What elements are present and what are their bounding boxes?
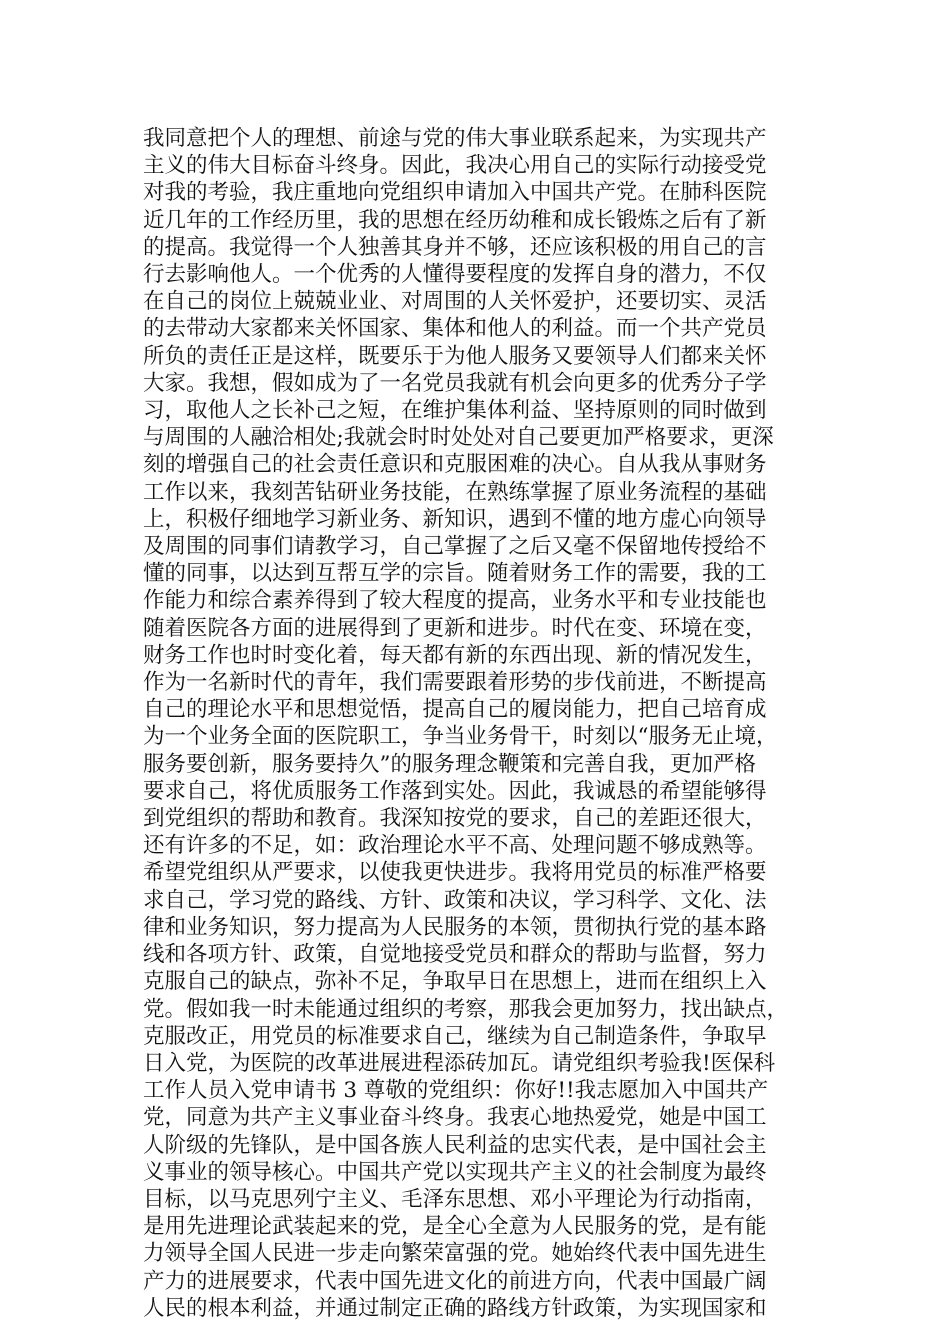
text-line: 到党组织的帮助和教育。我深知按党的要求，自己的差距还很大， [143, 806, 767, 832]
text-line: 作能力和综合素养得到了较大程度的提高，业务水平和专业技能也 [143, 588, 767, 614]
text-line: 为一个业务全面的医院职工，争当业务骨干，时刻以“服务无止境， [143, 724, 778, 750]
text-line: 自己的理论水平和思想觉悟，提高自己的履岗能力，把自己培育成 [143, 697, 767, 723]
text-line: 人民的根本利益，并通过制定正确的路线方针政策，为实现国家和 [143, 1295, 767, 1321]
text-line: 克服改正，用党员的标准要求自己，继续为自己制造条件，争取早 [143, 1023, 767, 1049]
text-line: 我同意把个人的理想、前途与党的伟大事业联系起来，为实现共产 [143, 126, 767, 151]
text-line: 上，积极仔细地学习新业务、新知识，遇到不懂的地方虚心向领导 [143, 506, 767, 532]
text-line: 求自己，学习党的路线、方针、政策和决议，学习科学、文化、法 [143, 887, 767, 913]
text-line: 日入党，为医院的改革进展进程添砖加瓦。请党组织考验我!医保科 [143, 1050, 776, 1076]
text-line: 的去带动大家都来关怀国家、集体和他人的利益。而一个共产党员 [143, 316, 767, 342]
text-line: 党。假如我一时未能通过组织的考察，那我会更加努力，找出缺点， [143, 996, 789, 1022]
text-line: 工作人员入党申请书 3 尊敬的党组织：你好!!我志愿加入中国共产 [143, 1078, 769, 1104]
text-line: 及周围的同事们请教学习，自己掌握了之后又毫不保留地传授给不 [143, 534, 767, 560]
text-line: 作为一名新时代的青年，我们需要跟着形势的步伐前进，不断提高 [143, 670, 767, 696]
text-line: 随着医院各方面的进展得到了更新和进步。时代在变、环境在变， [143, 615, 767, 641]
text-line: 大家。我想，假如成为了一名党员我就有机会向更多的优秀分子学 [143, 370, 767, 396]
text-line: 服务要创新，服务要持久”的服务理念鞭策和完善自我，更加严格 [143, 751, 756, 777]
text-line: 力领导全国人民进一步走向繁荣富强的党。她始终代表中国先进生 [143, 1241, 767, 1267]
text-line: 党，同意为共产主义事业奋斗终身。我衷心地热爱党，她是中国工 [143, 1105, 767, 1131]
text-line: 的提高。我觉得一个人独善其身并不够，还应该积极的用自己的言 [143, 234, 767, 260]
text-line: 是用先进理论武装起来的党，是全心全意为人民服务的党，是有能 [143, 1214, 767, 1240]
text-line: 刻的增强自己的社会责任意识和克服困难的决心。自从我从事财务 [143, 452, 767, 478]
text-line: 财务工作也时时变化着，每天都有新的东西出现、新的情况发生， [143, 642, 767, 668]
text-line: 近几年的工作经历里，我的思想在经历幼稚和成长锻炼之后有了新 [143, 207, 767, 233]
text-line: 克服自己的缺点，弥补不足，争取早日在思想上，进而在组织上入 [143, 969, 767, 995]
text-line: 人阶级的先锋队，是中国各族人民利益的忠实代表，是中国社会主 [143, 1132, 767, 1158]
text-line: 与周围的人融洽相处;我就会时时处处对自己要更加严格要求，更深 [143, 425, 774, 451]
text-line: 主义的伟大目标奋斗终身。因此，我决心用自己的实际行动接受党 [143, 153, 767, 179]
text-line: 目标，以马克思列宁主义、毛泽东思想、邓小平理论为行动指南， [143, 1186, 767, 1212]
text-line: 义事业的领导核心。中国共产党以实现共产主义的社会制度为最终 [143, 1159, 767, 1185]
text-line: 懂的同事，以达到互帮互学的宗旨。随着财务工作的需要，我的工 [143, 561, 767, 587]
text-line: 对我的考验，我庄重地向党组织申请加入中国共产党。在肺科医院 [143, 180, 767, 206]
text-line: 产力的进展要求，代表中国先进文化的前进方向，代表中国最广阔 [143, 1268, 767, 1294]
body-text [143, 125, 808, 1322]
text-line: 在自己的岗位上兢兢业业、对周围的人关怀爱护，还要切实、灵活 [143, 289, 767, 315]
text-line: 希望党组织从严要求，以使我更快进步。我将用党员的标准严格要 [143, 860, 767, 886]
text-line: 律和业务知识，努力提高为人民服务的本领，贯彻执行党的基本路 [143, 914, 767, 940]
text-line: 所负的责任正是这样，既要乐于为他人服务又要领导人们都来关怀 [143, 343, 767, 369]
text-line: 习，取他人之长补己之短，在维护集体利益、坚持原则的同时做到 [143, 398, 767, 424]
text-line: 要求自己，将优质服务工作落到实处。因此，我诚恳的希望能够得 [143, 778, 767, 804]
text-line: 线和各项方针、政策，自觉地接受党员和群众的帮助与监督，努力 [143, 942, 767, 968]
text-line: 还有许多的不足，如：政治理论水平不高、处理问题不够成熟等。 [143, 833, 767, 859]
text-line: 工作以来，我刻苦钻研业务技能，在熟练掌握了原业务流程的基础 [143, 479, 767, 505]
text-line: 行去影响他人。一个优秀的人懂得要程度的发挥自身的潜力，不仅 [143, 262, 767, 288]
